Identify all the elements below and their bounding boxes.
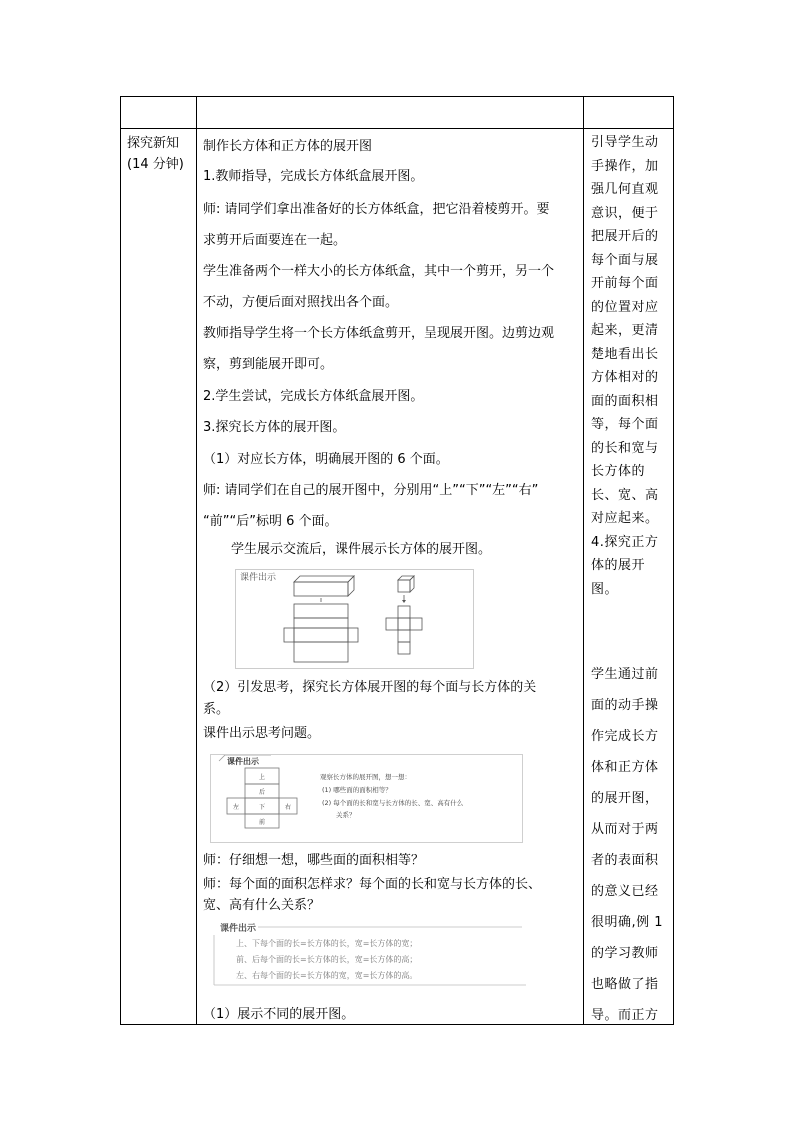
note-line: 面的动手操 [591, 698, 659, 713]
question-2: (2) 每个面的长和宽与长方体的长、宽、高有什么 [322, 799, 464, 807]
content-line: 师：每个面的面积怎样求？每个面的长和宽与长方体的长、 [203, 877, 542, 892]
content-line: 师: 请同学们在自己的展开图中，分别用“上”“下”“左”“右” [203, 483, 539, 498]
note-line: 对应起来。 [591, 511, 659, 526]
note-line: 长、宽、高 [591, 488, 659, 503]
content-line: 求剪开后面要连在一起。 [203, 233, 347, 248]
note-line: 开前每个面 [591, 276, 659, 291]
content-line: 师: 请同学们拿出准备好的长方体纸盒，把它沿着棱剪开。要 [203, 202, 550, 217]
note-line: 楚地看出长 [591, 347, 659, 362]
note-line: 也略做了指 [591, 977, 659, 992]
column-divider-1 [196, 97, 197, 1024]
note-line: 很明确,例 1 [591, 915, 664, 930]
stage-duration: (14 分钟) [127, 157, 184, 172]
question-1: (1) 哪些面的面积相等？ [322, 786, 392, 794]
column-divider-2 [583, 97, 584, 1024]
net-figure-2 [210, 754, 523, 843]
content-line: 教师指导学生将一个长方体纸盒剪开，呈现展开图。边剪边观 [203, 326, 555, 341]
fig2-tag: 课件出示 [227, 757, 259, 766]
stage-title: 探究新知 [127, 136, 180, 151]
note-line: 学生通过前 [591, 667, 659, 682]
note-line: 的长和宽与 [591, 441, 659, 456]
relation-image [210, 921, 528, 989]
content-line: （2）引发思考，探究长方体展开图的每个面与长方体的关 [203, 680, 537, 695]
note-line: 面的面积相 [591, 394, 659, 409]
face-front-label: 前 [258, 819, 266, 826]
face-bottom-label: 下 [258, 804, 266, 811]
note-line: 者的表面积 [591, 853, 659, 868]
labelled-net-image [211, 755, 522, 842]
note-line: 意识，便于 [591, 206, 659, 221]
stage-cell [127, 133, 197, 175]
question-2-cont: 关系？ [336, 811, 356, 819]
face-left-label: 左 [232, 804, 240, 811]
note-line: 从而对于两 [591, 822, 659, 837]
cuboid-cube-nets-image [236, 570, 473, 668]
note-line: 手操作，加 [591, 159, 659, 174]
relation-line-3: 左、右每个面的长=长方体的宽，宽=长方体的高。 [236, 971, 418, 980]
note-line: 图。 [591, 582, 619, 597]
relation-line-1: 上、下每个面的长=长方体的长，宽=长方体的宽； [236, 939, 418, 948]
note-line: 作完成长方 [591, 729, 659, 744]
note-line: 的展开图， [591, 791, 659, 806]
content-line: 系。 [203, 702, 230, 717]
note-line: 长方体的 [591, 464, 646, 479]
note-line: 把展开后的 [591, 229, 659, 244]
header-row-divider [121, 128, 673, 129]
note-line: 4.探究正方 [591, 535, 659, 550]
note-line: 的位置对应 [591, 300, 659, 315]
relation-figure [210, 921, 528, 989]
note-line: 导。而正方 [591, 1008, 659, 1023]
note-line: 引导学生动 [591, 135, 659, 150]
content-line: 不动，方便后面对照找出各个面。 [203, 295, 399, 310]
content-line: 师：仔细想一想，哪些面的面积相等？ [203, 853, 425, 868]
content-line: 学生展示交流后，课件展示长方体的展开图。 [231, 542, 492, 557]
face-back-label: 后 [258, 789, 266, 796]
note-line: 方体相对的 [591, 370, 659, 385]
note-line: 起来，更清 [591, 323, 659, 338]
note-line: 每个面与展 [591, 253, 659, 268]
content-line: 课件出示思考问题。 [203, 726, 321, 741]
content-line: 3.探究长方体的展开图。 [203, 420, 346, 435]
note-line: 的学习教师 [591, 946, 659, 961]
question-intro: 观察长方体的展开图，想一想： [320, 773, 411, 781]
note-line: 体和正方体 [591, 760, 659, 775]
fig1-tag: 课件出示 [240, 573, 277, 583]
note-line: 体的展开 [591, 558, 646, 573]
content-line: （1）对应长方体，明确展开图的 6 个面。 [203, 452, 449, 467]
face-right-label: 右 [284, 804, 292, 811]
content-line: 2.学生尝试，完成长方体纸盒展开图。 [203, 389, 424, 404]
content-line: 学生准备两个一样大小的长方体纸盒，其中一个剪开，另一个 [203, 264, 555, 279]
content-line: 制作长方体和正方体的展开图 [203, 139, 373, 154]
content-line: （1）展示不同的展开图。 [203, 1007, 355, 1022]
net-figure-1 [235, 569, 474, 669]
note-line: 等，每个面 [591, 417, 659, 432]
fig3-tag: 课件出示 [220, 924, 257, 934]
content-line: 宽、高有什么关系？ [203, 898, 321, 913]
content-line: 察，剪到能展开即可。 [203, 357, 334, 372]
content-line: “前”“后”标明 6 个面。 [203, 514, 338, 529]
lesson-table [120, 96, 674, 1025]
note-line: 强几何直观 [591, 182, 659, 197]
note-line: 的意义已经 [591, 884, 659, 899]
face-top-label: 上 [258, 774, 266, 781]
content-line: 1.教师指导，完成长方体纸盒展开图。 [203, 169, 424, 184]
relation-line-2: 前、后每个面的长=长方体的长，宽=长方体的高； [236, 955, 418, 964]
